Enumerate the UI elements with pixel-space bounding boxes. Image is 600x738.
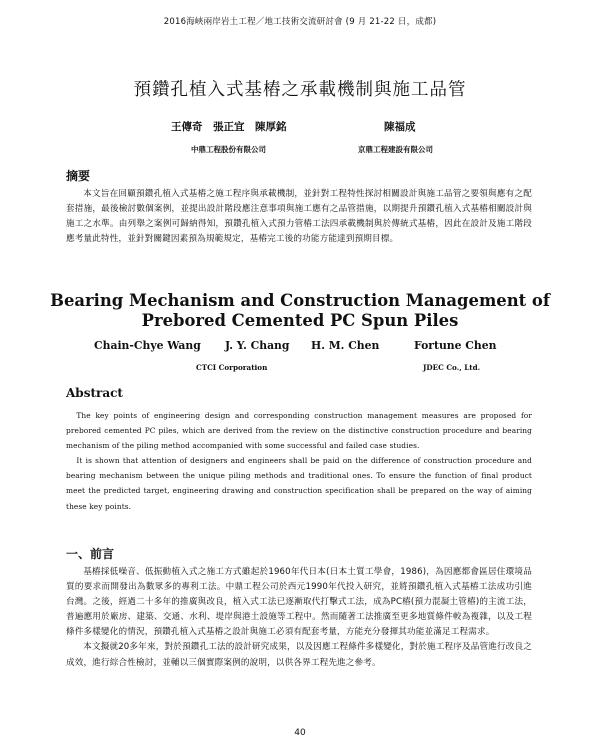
running-header: 2016海峽兩岸岩土工程／地工技術交流研討會 (9 月 21-22 日，成都) (163, 17, 437, 27)
author-en-4: Fortune Chen (414, 339, 497, 352)
abstract-body-chinese (66, 187, 532, 247)
section-1-body (66, 565, 532, 671)
section-1-paragraph-2: 本文擬就20多年來，對於預鑽孔工法的設計研究成果，以及因應工程條件多樣變化，對於施工程序及品管進行改良之成效，進行綜合性檢討，並輔以三個實際案例的說明，以供各界工程先進之參考。 (66, 642, 532, 668)
affiliation-1: 中鼎工程股份有限公司 (191, 145, 266, 154)
abstract-heading-english: Abstract (66, 386, 123, 400)
title-chinese: 預鑽孔植入式基樁之承載機制與施工品管 (133, 80, 467, 100)
title-english (0, 291, 600, 331)
author-en-3: H. M. Chen (311, 339, 380, 352)
affiliation-en-1: CTCI Corporation (196, 363, 268, 372)
title-english-line-2: Prebored Cemented PC Spun Piles (141, 311, 459, 330)
abstract-en-paragraph-2: It is shown that attention of designers and engineers shall be paid on the difference of construction procedure and bearing mechanism between the unique piling methods and traditional ones. To ensure the function of final product meet the predicted target, engineering drawing and construction specification shall be prepared on the way of aiming these key points. (66, 456, 532, 511)
author-group-2: 陳福成 (384, 121, 416, 133)
affiliation-2: 京鼎工程建設有限公司 (358, 145, 433, 154)
section-1-paragraph-1: 基樁採低噪音、低振動植入式之施工方式雖起於1960年代日本(日本土質工學會，1986)，為因應都會區居住環境品質的要求而開發出為數眾多的專利工法。中鼎工程公司於西元1990年代投入研究，並將預鑽孔植入式基樁工法成功引進台灣。之後，經過二十多年的推廣與改良，植入式工法已逐漸取代打擊式工法，成為PC樁(預力混凝土管樁)的主流工法，普遍應用於廠房、建築、交通、水利、堤岸與港土設施等工程中。然而隨著工法推廣至更多地質條件較為複雜，以及工程條件多樣變化的情況，預鑽孔植入式基樁之設計與施工必須有配套考量，方能充分發揮其功能並滿足工程需求。 (66, 567, 532, 638)
author-en-2: J. Y. Chang (225, 339, 290, 352)
author-en-1: Chain-Chye Wang (94, 339, 201, 352)
author-group-1: 王傳奇 張正宜 陳厚銘 (171, 121, 287, 133)
abstract-en-paragraph-1: The key points of engineering design and corresponding construction management measures are proposed for prebored cemented PC piles, which are derived from the review on the distinctive construction procedure and bearing mechanism of the piling method accompanied with some successful and failed case studies. (66, 411, 532, 451)
abstract-paragraph-chinese: 本文旨在回顧預鑽孔植入式基樁之施工程序與承載機制，並針對工程特性探討相關設計與施工品管之要領與應有之配套措施，最後檢討數個案例，並提出設計階段應注意事項與施工應有之品管措施，以期提升預鑽孔植入式基樁相關設計與施工之水準。由列舉之案例可歸納得知，預鑽孔植入式預力管樁工法四承載機制與於傳統式基樁，因此在設計及施工階段應考量此特性，並針對關鍵因素預為規範規定，基樁完工後的功能方能達到預期目標。 (66, 189, 532, 245)
affiliation-en-2: JDEC Co., Ltd. (423, 363, 481, 372)
abstract-body-english (66, 408, 532, 514)
title-english-line-1: Bearing Mechanism and Construction Management of (50, 291, 550, 310)
abstract-heading-chinese: 摘要 (66, 169, 91, 183)
section-1-heading: 一、前言 (66, 547, 115, 561)
page-number: 40 (294, 728, 306, 738)
